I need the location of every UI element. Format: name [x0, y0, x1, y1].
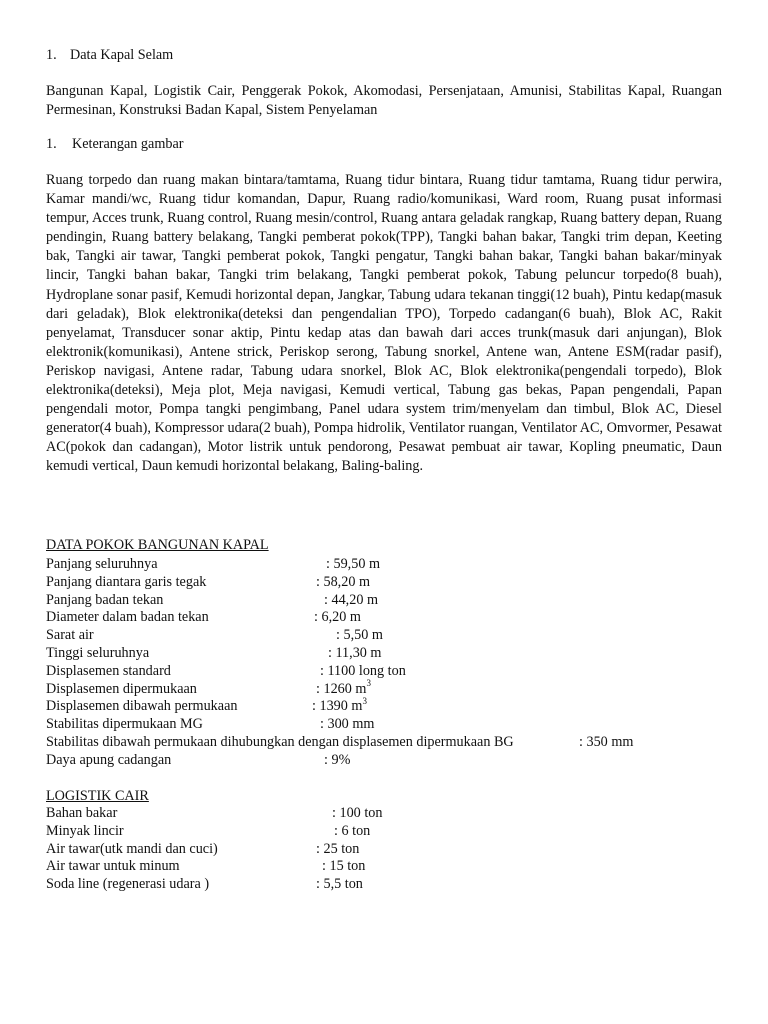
heading-text: Keterangan gambar	[72, 136, 184, 152]
section-title-data-pokok: DATA POKOK BANGUNAN KAPAL	[46, 537, 269, 553]
section-title-logistik-cair: LOGISTIK CAIR	[46, 788, 149, 804]
row-label: Daya apung cadangan	[46, 751, 172, 768]
row-label: Displasemen standard	[46, 662, 171, 679]
table-row	[46, 858, 722, 876]
row-value: : 6,20 m	[314, 609, 361, 626]
table-row	[46, 734, 722, 752]
row-label: Panjang diantara garis tegak	[46, 573, 207, 590]
table-row	[46, 876, 722, 894]
row-label: Stabilitas dipermukaan MG	[46, 716, 203, 733]
data-pokok-table	[46, 556, 722, 770]
row-value: : 59,50 m	[326, 556, 380, 572]
row-value: : 44,20 m	[324, 591, 378, 608]
row-value: : 25 ton	[316, 840, 360, 857]
table-row	[46, 716, 722, 734]
table-row	[46, 805, 722, 823]
table-row	[46, 752, 722, 770]
row-label: Sarat air	[46, 627, 94, 644]
description-paragraph: Ruang torpedo dan ruang makan bintara/tamtama, Ruang tidur bintara, Ruang tidur tamtama, Ruang tidur perwira, Kamar mandi/wc, Ruang tidur komandan, Dapur, Ruang radio/komunikasi, Ward room, Ruang pusat informasi tempur, Acces trunk, Ruang control, Ruang mesin/control, Ruang antara geladak rangkap, Ruang battery depan, Ruang pendingin, Ruang battery belakang, Tangki pemberat pokok(TPP), Tangki bahan bakar, Tangki trim depan, Keeting bak, Tangki air tawar, Tangki pemberat pokok, Tangki pengatur, Tangki bahan bakar, Tangki bahan bakar/minyak lincir, Tangki bahan bakar, Tangki trim belakang, Tangki pemberat pokok, Tabung peluncur torpedo(8 buah), Hydroplane sonar pasif, Kemudi horizontal depan, Jangkar, Tabung udara tekanan tinggi(12 buah), Pintu kedap(masuk dari geladak), Blok elektronika(deteksi dan pengendalian TPO), Torpedo cadangan(6 buah), Blok AC, Rakit penyelamat, Transducer sonar aktip, Pintu kedap atas dan bawah dari acces trunk(masuk dari anjungan), Blok elektronik(komunikasi), Antene strick, Periskop serong, Tabung snorkel, Antene wan, Antene ESM(radar pasif), Periskop navigasi, Antene radar, Tabung udara snorkel, Blok AC, Blok elektronika(pengendali torpedo), Blok elektronika(deteksi), Meja plot, Meja navigasi, Kemudi vertical, Tabung gas bekas, Papan pengendali, Papan pengendali motor, Pompa tangki pengimbang, Panel udara system trim/menyelam dan timbul, Blok AC, Diesel generator(4 buah), Kompressor udara(2 buah), Pompa hidrolik, Ventilator ruangan, Ventilator AC, Omvormer, Pesawat AC(pokok dan cadangan), Motor listrik untuk pendorong, Pesawat pembuat air tawar, Kopling pneumatic, Daun kemudi vertical, Daun kemudi horizontal belakang, Baling-baling.	[46, 172, 722, 475]
table-row	[46, 627, 722, 645]
row-value: : 100 ton	[332, 805, 383, 821]
row-label: Panjang badan tekan	[46, 591, 164, 608]
row-label: Diameter dalam badan tekan	[46, 609, 209, 626]
row-value: : 15 ton	[322, 858, 366, 875]
row-label: Panjang seluruhnya	[46, 556, 158, 572]
row-value: : 58,20 m	[316, 573, 370, 590]
row-label: Bahan bakar	[46, 805, 118, 821]
logistik-cair-table	[46, 805, 722, 894]
table-row	[46, 677, 722, 699]
heading-number: 1.	[46, 136, 57, 152]
row-label: Stabilitas dibawah permukaan dihubungkan dengan displasemen dipermukaan BG	[46, 733, 514, 750]
table-row	[46, 645, 722, 663]
table-row	[46, 841, 722, 859]
table-row	[46, 823, 722, 841]
row-label: Displasemen dipermukaan	[46, 680, 197, 697]
row-value: : 350 mm	[579, 733, 634, 750]
heading-data-kapal-selam	[46, 47, 173, 64]
table-row	[46, 663, 722, 681]
row-value: : 300 mm	[320, 716, 375, 733]
table-row	[46, 556, 722, 574]
superscript: 3	[366, 677, 371, 688]
row-label: Tinggi seluruhnya	[46, 644, 150, 661]
row-label: Soda line (regenerasi udara )	[46, 876, 210, 893]
row-label: Minyak lincir	[46, 822, 124, 839]
row-label: Air tawar(utk mandi dan cuci)	[46, 840, 218, 857]
row-label: Displasemen dibawah permukaan	[46, 698, 238, 715]
table-row	[46, 574, 722, 592]
row-value: : 5,50 m	[336, 627, 383, 644]
row-value: : 6 ton	[334, 822, 371, 839]
row-value: : 5,5 ton	[316, 876, 363, 893]
heading-text: Data Kapal Selam	[70, 47, 174, 63]
table-row	[46, 592, 722, 610]
topics-paragraph: Bangunan Kapal, Logistik Cair, Penggerak Pokok, Akomodasi, Persenjataan, Amunisi, Stabilitas Kapal, Ruangan Permesinan, Konstruksi Badan Kapal, Sistem Penyelaman	[46, 83, 722, 118]
table-row	[46, 609, 722, 627]
heading-keterangan-gambar	[46, 136, 183, 153]
superscript: 3	[362, 695, 367, 706]
row-value: : 1260 m	[316, 680, 367, 697]
row-value: : 11,30 m	[328, 644, 382, 661]
row-value: : 1390 m	[312, 698, 363, 715]
row-value: : 1100 long ton	[320, 662, 406, 679]
row-value: : 9%	[324, 751, 351, 768]
row-label: Air tawar untuk minum	[46, 858, 180, 875]
heading-number: 1.	[46, 47, 57, 63]
table-row	[46, 695, 722, 716]
